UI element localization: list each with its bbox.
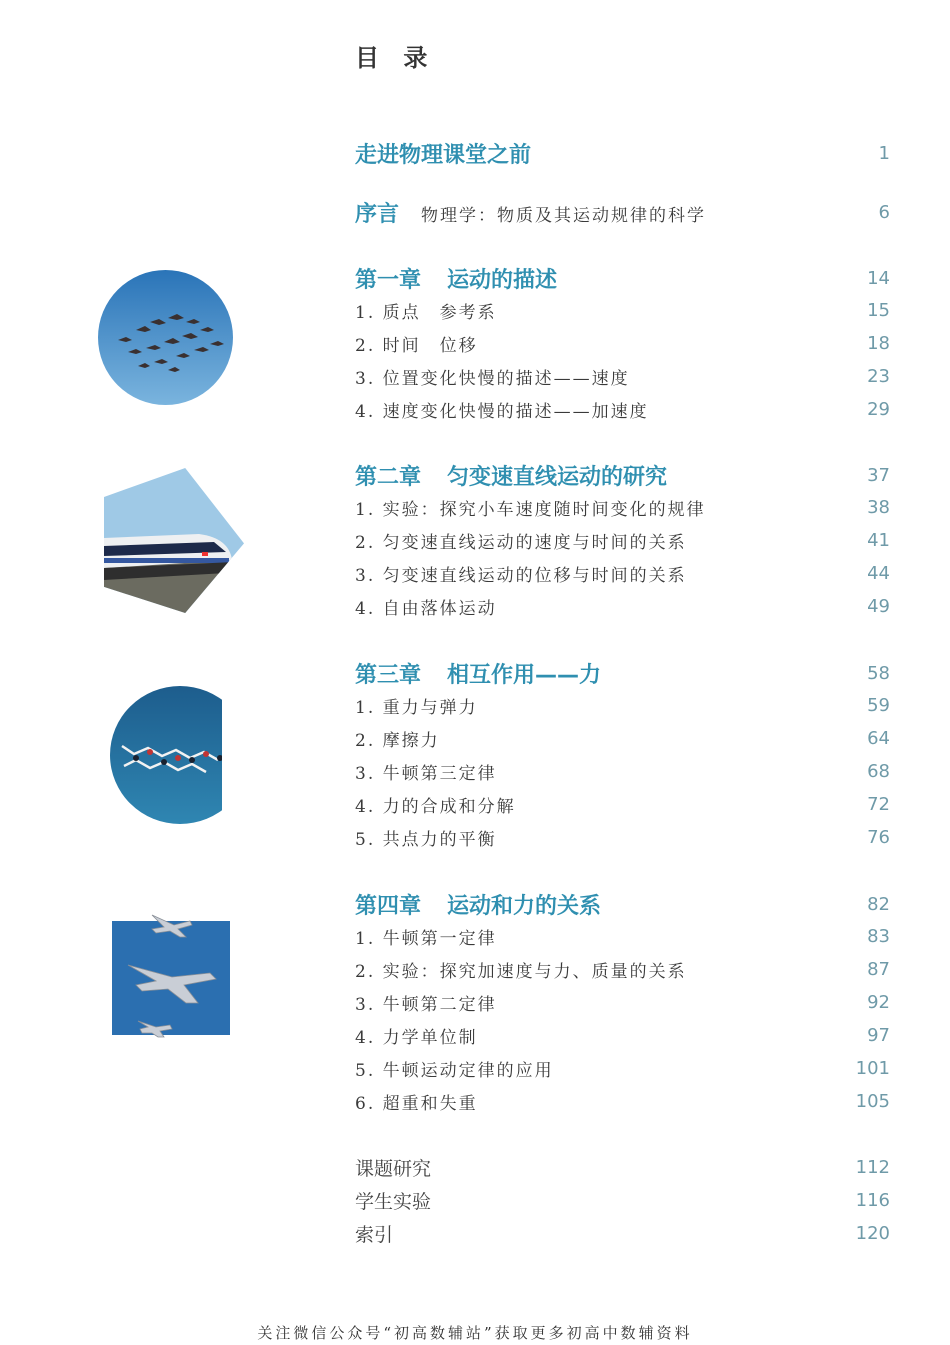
toc-item-page: 18 [867,332,890,354]
chapter-3-page: 58 [867,662,890,684]
page-title: 目 录 [355,44,436,72]
chapter-4-title: 运动和力的关系 [447,893,602,919]
toc-item-page: 87 [867,958,890,980]
footer-note: 关注微信公众号“初高数辅站”获取更多初高中数辅资料 [257,1324,693,1342]
toc-item-label: 4. 自由落体运动 [355,598,497,619]
toc-item-label: 5. 牛顿运动定律的应用 [355,1060,554,1081]
toc-item-label: 4. 力的合成和分解 [355,796,516,817]
chapter-4-number: 第四章 [355,893,422,919]
toc-item-page: 29 [867,398,890,420]
toc-item[interactable] [355,953,890,985]
toc-item-label: 4. 速度变化快慢的描述——加速度 [355,401,649,422]
maglev-train-image [104,468,244,613]
toc-item-page: 64 [867,727,890,749]
chapter-1-page: 14 [867,267,890,289]
toc-item-label: 3. 匀变速直线运动的位移与时间的关系 [355,565,687,586]
toc-item[interactable] [355,557,890,589]
toc-item-page: 49 [867,595,890,617]
toc-item[interactable] [355,689,890,721]
toc-item-page: 83 [867,925,890,947]
toc-item-page: 41 [867,529,890,551]
chapter-3-heading[interactable] [355,657,890,689]
toc-item[interactable] [355,1052,890,1084]
toc-item-page: 76 [867,826,890,848]
toc-item[interactable] [355,755,890,787]
toc-extra-page: 116 [855,1189,890,1211]
toc-item[interactable] [355,821,890,853]
toc-item-label: 3. 位置变化快慢的描述——速度 [355,368,630,389]
chapter-2-page: 37 [867,464,890,486]
toc-extra-page: 112 [855,1156,890,1178]
toc-item[interactable] [355,491,890,523]
toc-item-page: 92 [867,991,890,1013]
toc-item[interactable] [355,788,890,820]
toc-item[interactable] [355,590,890,622]
toc-preface-label: 序言 [355,201,400,227]
toc-item-page: 44 [867,562,890,584]
toc-item-page: 97 [867,1024,890,1046]
chapter-4-heading[interactable] [355,888,890,920]
toc-item-page: 72 [867,793,890,815]
skydivers-image [110,686,250,824]
toc-item[interactable] [355,524,890,556]
chapter-2-number: 第二章 [355,464,422,490]
toc-item-page: 68 [867,760,890,782]
toc-item[interactable] [355,294,890,326]
toc-item[interactable] [355,722,890,754]
toc-extra[interactable] [355,1217,890,1249]
toc-item-label: 1. 牛顿第一定律 [355,928,497,949]
toc-item-label: 2. 时间 位移 [355,335,478,356]
toc-extra-label: 索引 [355,1223,394,1246]
toc-item[interactable] [355,920,890,952]
toc-item-page: 101 [855,1057,890,1079]
toc-item-label: 3. 牛顿第二定律 [355,994,497,1015]
toc-preface[interactable] [355,196,890,228]
toc-item-label: 2. 实验：探究加速度与力、质量的关系 [355,961,687,982]
toc-item-page: 38 [867,496,890,518]
toc-item-page: 15 [867,299,890,321]
toc-extra[interactable] [355,1184,890,1216]
chapter-2-heading[interactable] [355,459,890,491]
toc-intro-label: 走进物理课堂之前 [355,142,532,168]
toc-item-label: 6. 超重和失重 [355,1093,478,1114]
toc-preface-page: 6 [878,201,890,223]
birds-flock-image [98,270,233,405]
toc-extra-page: 120 [855,1222,890,1244]
toc-item[interactable] [355,327,890,359]
chapter-1-title: 运动的描述 [447,267,558,293]
toc-item-label: 2. 摩擦力 [355,730,440,751]
toc-item-label: 3. 牛顿第三定律 [355,763,497,784]
chapter-3-title: 相互作用——力 [447,662,602,688]
toc-item-label: 4. 力学单位制 [355,1027,478,1048]
toc-item-label: 5. 共点力的平衡 [355,829,497,850]
chapter-4-page: 82 [867,893,890,915]
toc-item-page: 105 [855,1090,890,1112]
toc-item-label: 1. 质点 参考系 [355,302,497,323]
toc-extra[interactable] [355,1151,890,1183]
toc-intro-page: 1 [878,142,890,164]
toc-item-page: 59 [867,694,890,716]
toc-extra-label: 学生实验 [355,1190,432,1213]
chapter-2-title: 匀变速直线运动的研究 [447,464,668,490]
toc-item[interactable] [355,360,890,392]
toc-item[interactable] [355,1019,890,1051]
toc-item[interactable] [355,986,890,1018]
toc-item-label: 1. 重力与弹力 [355,697,478,718]
toc-item-label: 2. 匀变速直线运动的速度与时间的关系 [355,532,687,553]
chapter-1-number: 第一章 [355,267,422,293]
toc-extra-label: 课题研究 [355,1157,432,1180]
toc-item[interactable] [355,1085,890,1117]
toc-intro[interactable] [355,137,890,169]
toc-item-label: 1. 实验：探究小车速度随时间变化的规律 [355,499,706,520]
chapter-3-number: 第三章 [355,662,422,688]
toc-preface-subtitle: 物理学：物质及其运动规律的科学 [421,205,707,226]
chapter-1-heading[interactable] [355,262,890,294]
fighter-jets-image [112,913,230,1037]
toc-item-page: 23 [867,365,890,387]
toc-item[interactable] [355,393,890,425]
